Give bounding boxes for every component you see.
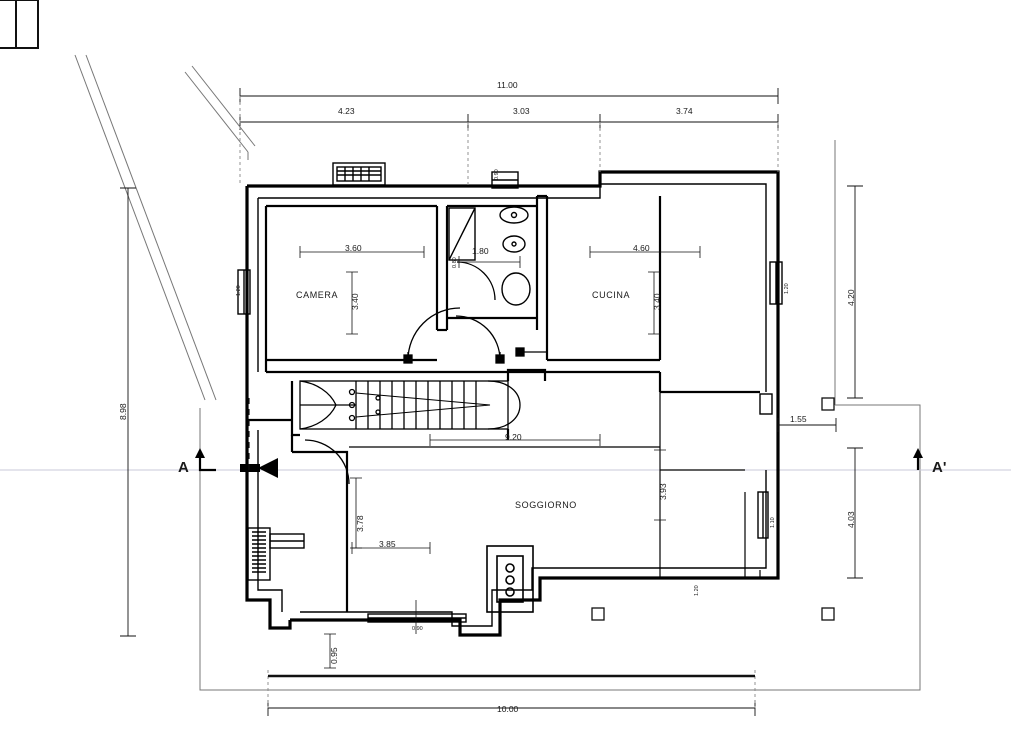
dim-camera-depth: 3.40 <box>350 293 360 310</box>
dim-right-lower: 4.03 <box>846 511 856 528</box>
room-label-soggiorno: SOGGIORNO <box>515 500 577 510</box>
dim-right-offset: 1.55 <box>790 414 807 424</box>
dim-small-4: 0.90 <box>494 169 500 180</box>
dim-small-1: 1.20 <box>236 285 242 296</box>
section-marker-a: A <box>178 459 189 476</box>
dim-small-2: 1.20 <box>784 283 790 294</box>
dim-soggiorno-depth: 3.93 <box>658 483 668 500</box>
dim-right-upper: 4.20 <box>846 289 856 306</box>
dim-small-5: 1.10 <box>770 517 776 528</box>
room-label-camera: CAMERA <box>296 290 339 300</box>
dim-small-7: 0.90 <box>412 626 423 632</box>
dim-small-3: 0.80 <box>452 257 458 268</box>
dim-camera-width: 3.60 <box>345 243 362 253</box>
dim-left-overall: 8.98 <box>118 403 128 420</box>
dim-small-6: 1.20 <box>694 585 700 596</box>
dim-porch-depth: 0.95 <box>329 647 339 664</box>
dim-cucina-depth: 3.40 <box>652 293 662 310</box>
dim-soggiorno-width: 9.20 <box>505 432 522 442</box>
dim-cucina-width: 4.60 <box>633 243 650 253</box>
dim-stair-area-depth: 3.78 <box>355 515 365 532</box>
dim-top-seg-3: 3.74 <box>676 106 693 116</box>
dim-top-overall: 11.00 <box>497 80 518 90</box>
dim-bagno-width: 1.80 <box>472 246 489 256</box>
section-marker-a-prime: A' <box>932 459 947 476</box>
room-label-cucina: CUCINA <box>592 290 631 300</box>
dim-top-seg-2: 3.03 <box>513 106 530 116</box>
dim-bottom-overall: 10.00 <box>497 704 519 714</box>
dim-top-seg-1: 4.23 <box>338 106 355 116</box>
dim-lower-width: 3.85 <box>379 539 396 549</box>
